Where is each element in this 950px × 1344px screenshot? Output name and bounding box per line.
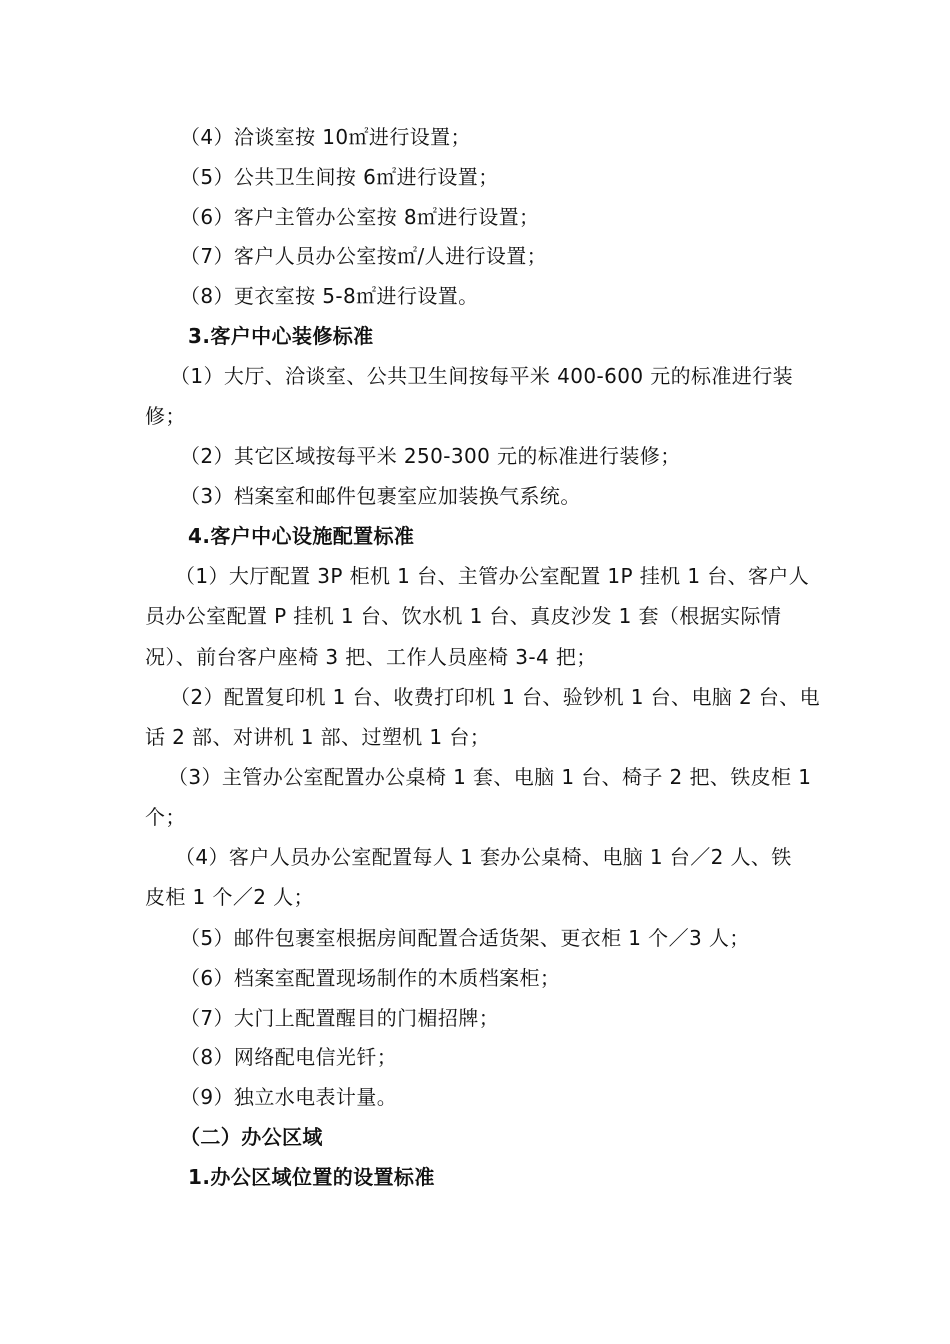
line-23: （7）大门上配置醒目的门楣招牌； [180, 1006, 500, 1030]
line-13: 员办公室配置 P 挂机 1 台、饮水机 1 台、真皮沙发 1 套（根据实际情 [145, 604, 782, 628]
line-9: （2）其它区域按每平米 250-300 元的标准进行装修； [180, 444, 681, 468]
heading-1-office: 1.办公区域位置的设置标准 [188, 1165, 435, 1189]
section-heading-2: （二）办公区域 [180, 1125, 323, 1149]
line-17: （3）主管办公室配置办公桌椅 1 套、电脑 1 台、椅子 2 把、铁皮柜 1 [168, 765, 812, 789]
line-5: （8）更衣室按 5-8㎡进行设置。 [180, 284, 479, 308]
heading-3: 3.客户中心装修标准 [188, 324, 374, 348]
line-24: （8）网络配电信光钎； [180, 1045, 398, 1069]
heading-4: 4.客户中心设施配置标准 [188, 524, 415, 548]
line-21: （5）邮件包裹室根据房间配置合适货架、更衣柜 1 个／3 人； [180, 926, 750, 950]
line-20: 皮柜 1 个／2 人； [145, 885, 314, 909]
line-14: 况）、前台客户座椅 3 把、工作人员座椅 3-4 把； [145, 645, 597, 669]
line-2: （5）公共卫生间按 6㎡进行设置； [180, 165, 499, 189]
line-8: 修； [145, 404, 186, 428]
line-1: （4）洽谈室按 10㎡进行设置； [180, 125, 471, 149]
line-22: （6）档案室配置现场制作的木质档案柜； [180, 966, 561, 990]
line-25: （9）独立水电表计量。 [180, 1085, 398, 1109]
line-16: 话 2 部、对讲机 1 部、过塑机 1 台； [145, 725, 491, 749]
line-4: （7）客户人员办公室按㎡/人进行设置； [180, 244, 548, 268]
line-18: 个； [145, 805, 186, 829]
line-10: （3）档案室和邮件包裹室应加装换气系统。 [180, 484, 581, 508]
line-19: （4）客户人员办公室配置每人 1 套办公桌椅、电脑 1 台／2 人、铁 [175, 845, 792, 869]
line-7: （1）大厅、洽谈室、公共卫生间按每平米 400-600 元的标准进行装 [170, 364, 794, 388]
line-12: （1）大厅配置 3P 柜机 1 台、主管办公室配置 1P 挂机 1 台、客户人 [175, 564, 810, 588]
line-15: （2）配置复印机 1 台、收费打印机 1 台、验钞机 1 台、电脑 2 台、电 [170, 685, 821, 709]
line-3: （6）客户主管办公室按 8㎡进行设置； [180, 205, 540, 229]
